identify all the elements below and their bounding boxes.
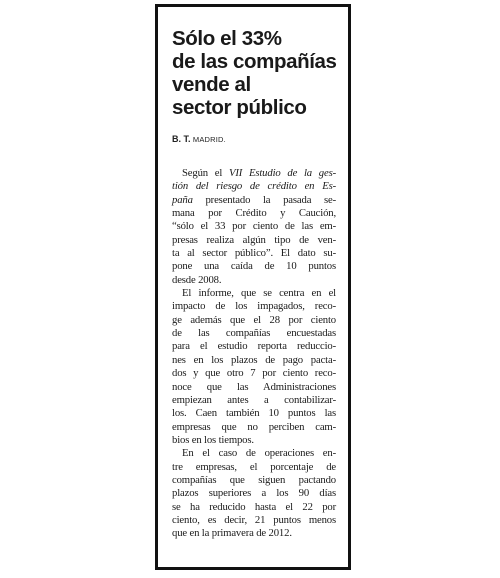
body-line: impacto de los impagados, reco- [172, 300, 336, 313]
news-clipping [155, 4, 351, 570]
body-line: mana por Crédito y Caución, [172, 207, 336, 220]
body-line: empiezan antes a contabilizar- [172, 393, 336, 406]
text-segment-italic: paña [172, 193, 193, 206]
body-line: de las compañías encuestadas [172, 327, 336, 340]
paragraph-1 [172, 167, 336, 287]
body-line: nes en los plazos de pago pacta- [172, 353, 336, 366]
body-line: En el caso de operaciones en- [182, 447, 336, 460]
body-line: “sólo el 33 por ciento de las em- [172, 220, 336, 233]
body-line: los. Caen también 10 puntos las [172, 407, 336, 420]
body-line: se ha reducido hasta el 22 por [172, 500, 336, 513]
body-line [172, 180, 336, 193]
body-line: presas realiza algún tipo de ven- [172, 233, 336, 246]
body-line [172, 167, 336, 180]
body-line: compañías que siguen pactando [172, 473, 336, 486]
body-line: para el estudio reporta reduccio- [172, 340, 336, 353]
byline [172, 133, 336, 146]
body-line: noce que las Administraciones [172, 380, 336, 393]
headline-line: vende al [172, 73, 251, 96]
paragraph-2 [172, 287, 336, 447]
body-line: que en la primavera de 2012. [172, 527, 292, 540]
body-line: desde 2008. [172, 273, 222, 286]
text-segment-italic: VII Estudio de la ges- [228, 167, 336, 179]
headline-line: de las compañías [172, 50, 337, 73]
headline [172, 27, 336, 119]
body-line: El informe, que se centra en el [182, 287, 336, 300]
body-line: ge además que el 28 por ciento [172, 313, 336, 326]
body-line: dos y que otro 7 por ciento reco- [172, 367, 336, 380]
byline-place: MADRID. [192, 135, 226, 144]
article-body [172, 167, 336, 541]
body-line [172, 194, 336, 207]
text-segment: Según el [182, 167, 229, 179]
body-line: pone una caída de 10 puntos [172, 260, 336, 273]
paragraph-3 [172, 447, 336, 540]
body-line: ciento, es decir, 21 puntos menos [172, 513, 336, 526]
text-segment: presentado la pasada se- [192, 193, 336, 206]
body-line: bios en los tiempos. [172, 433, 254, 446]
byline-author: B. T. [172, 134, 191, 144]
text-segment-italic: tión del riesgo de crédito en Es- [172, 180, 336, 193]
body-line: empresas que no perciben cam- [172, 420, 336, 433]
body-line: ta al sector público”. El dato su- [172, 247, 336, 260]
body-line: tre empresas, el porcentaje de [172, 460, 336, 473]
headline-line: sector público [172, 96, 307, 119]
headline-line: Sólo el 33% [172, 27, 282, 50]
body-line: plazos superiores a los 90 días [172, 487, 336, 500]
